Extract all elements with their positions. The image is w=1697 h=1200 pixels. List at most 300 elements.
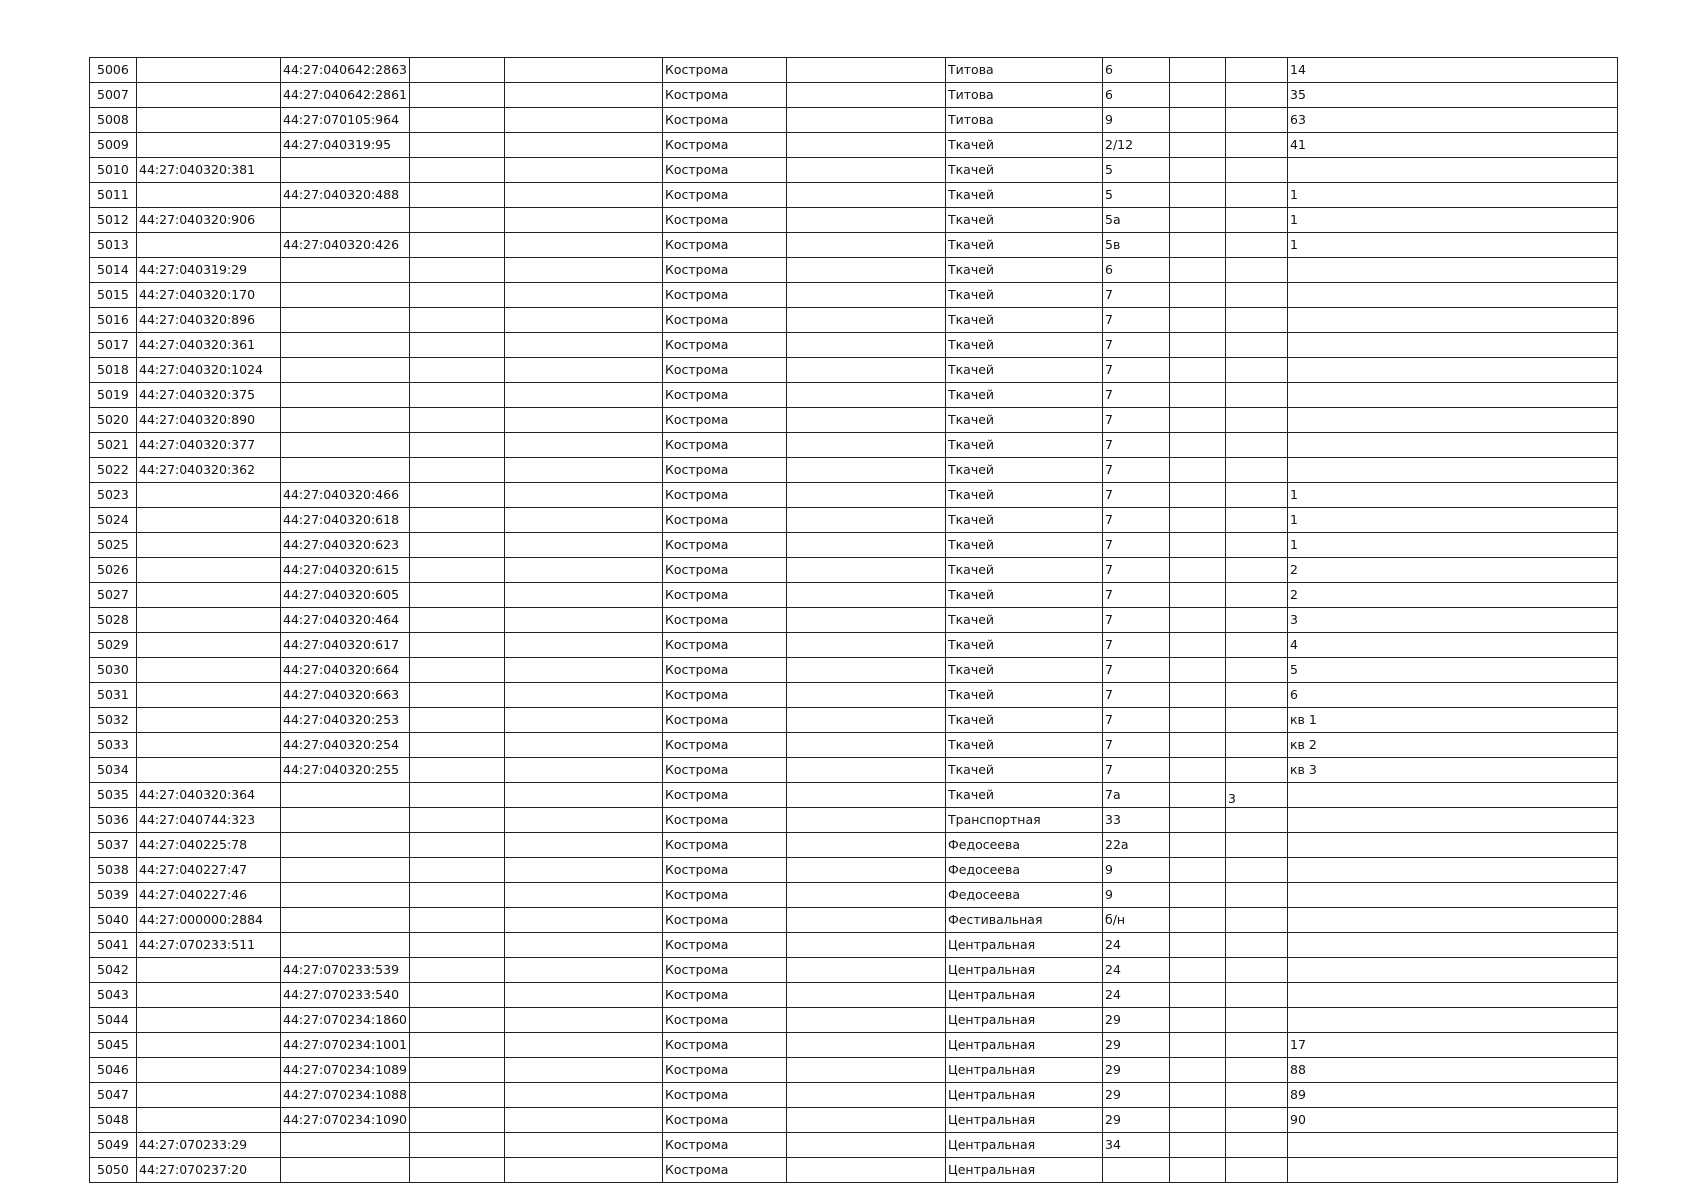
apartment-cell: 1 [1288, 508, 1618, 533]
building-cell [1226, 858, 1288, 883]
empty-col-6-cell [787, 783, 946, 808]
house-number-cell: 7 [1103, 658, 1170, 683]
city-cell: Кострома [663, 1108, 787, 1133]
city-cell: Кострома [663, 683, 787, 708]
empty-col-6-cell [787, 658, 946, 683]
empty-col-6-cell [787, 1058, 946, 1083]
building-cell [1226, 808, 1288, 833]
table-row [90, 633, 1618, 658]
empty-col-9-cell [1170, 1033, 1226, 1058]
empty-col-3-cell [410, 658, 505, 683]
city-cell: Кострома [663, 833, 787, 858]
room-cadastral-number-cell [281, 258, 410, 283]
table-row [90, 883, 1618, 908]
street-cell: Ткачей [946, 683, 1103, 708]
building-cell [1226, 758, 1288, 783]
empty-col-3-cell [410, 633, 505, 658]
cadastral-number-cell: 44:27:040320:170 [137, 283, 281, 308]
cadastral-number-cell [137, 1108, 281, 1133]
table-row [90, 258, 1618, 283]
street-cell: Центральная [946, 1008, 1103, 1033]
table-row [90, 933, 1618, 958]
row-number-cell: 5021 [90, 433, 137, 458]
row-number-cell: 5020 [90, 408, 137, 433]
room-cadastral-number-cell: 44:27:040320:618 [281, 508, 410, 533]
apartment-cell [1288, 333, 1618, 358]
street-cell: Ткачей [946, 408, 1103, 433]
table-row [90, 483, 1618, 508]
street-cell: Центральная [946, 1033, 1103, 1058]
empty-col-9-cell [1170, 83, 1226, 108]
street-cell: Ткачей [946, 158, 1103, 183]
apartment-cell: кв 2 [1288, 733, 1618, 758]
empty-col-4-cell [505, 508, 663, 533]
apartment-cell: 5 [1288, 658, 1618, 683]
house-number-cell: б/н [1103, 908, 1170, 933]
cadastral-number-cell: 44:27:040320:896 [137, 308, 281, 333]
cadastral-number-cell [137, 633, 281, 658]
house-number-cell: 7 [1103, 683, 1170, 708]
row-number-cell: 5030 [90, 658, 137, 683]
apartment-cell [1288, 458, 1618, 483]
cadastral-number-cell [137, 1033, 281, 1058]
empty-col-6-cell [787, 733, 946, 758]
empty-col-6-cell [787, 83, 946, 108]
empty-col-4-cell [505, 583, 663, 608]
house-number-cell: 29 [1103, 1083, 1170, 1108]
row-number-cell: 5026 [90, 558, 137, 583]
cadastral-number-cell: 44:27:040319:29 [137, 258, 281, 283]
empty-col-9-cell [1170, 1158, 1226, 1183]
city-cell: Кострома [663, 633, 787, 658]
apartment-cell: 41 [1288, 133, 1618, 158]
street-cell: Ткачей [946, 708, 1103, 733]
row-number-cell: 5037 [90, 833, 137, 858]
empty-col-3-cell [410, 808, 505, 833]
table-row [90, 508, 1618, 533]
empty-col-3-cell [410, 483, 505, 508]
empty-col-9-cell [1170, 958, 1226, 983]
empty-col-4-cell [505, 733, 663, 758]
street-cell: Центральная [946, 1133, 1103, 1158]
street-cell: Ткачей [946, 358, 1103, 383]
row-number-cell: 5041 [90, 933, 137, 958]
empty-col-3-cell [410, 758, 505, 783]
street-cell: Федосеева [946, 833, 1103, 858]
empty-col-9-cell [1170, 583, 1226, 608]
empty-col-3-cell [410, 233, 505, 258]
apartment-cell [1288, 433, 1618, 458]
building-cell [1226, 83, 1288, 108]
empty-col-4-cell [505, 183, 663, 208]
empty-col-4-cell [505, 283, 663, 308]
city-cell: Кострома [663, 458, 787, 483]
city-cell: Кострома [663, 1158, 787, 1183]
city-cell: Кострома [663, 783, 787, 808]
street-cell: Ткачей [946, 233, 1103, 258]
building-cell [1226, 308, 1288, 333]
row-number-cell: 5010 [90, 158, 137, 183]
row-number-cell: 5040 [90, 908, 137, 933]
table-row [90, 233, 1618, 258]
building-cell [1226, 908, 1288, 933]
empty-col-6-cell [787, 108, 946, 133]
building-cell [1226, 1033, 1288, 1058]
street-cell: Ткачей [946, 558, 1103, 583]
row-number-cell: 5013 [90, 233, 137, 258]
table-row [90, 733, 1618, 758]
table-row [90, 658, 1618, 683]
building-cell [1226, 233, 1288, 258]
empty-col-6-cell [787, 833, 946, 858]
empty-col-3-cell [410, 308, 505, 333]
street-cell: Ткачей [946, 608, 1103, 633]
row-number-cell: 5028 [90, 608, 137, 633]
empty-col-6-cell [787, 183, 946, 208]
empty-col-3-cell [410, 333, 505, 358]
building-cell [1226, 883, 1288, 908]
house-number-cell: 24 [1103, 933, 1170, 958]
city-cell: Кострома [663, 383, 787, 408]
street-cell: Ткачей [946, 333, 1103, 358]
empty-col-9-cell [1170, 333, 1226, 358]
room-cadastral-number-cell [281, 458, 410, 483]
house-number-cell: 7 [1103, 358, 1170, 383]
house-number-cell: 7 [1103, 758, 1170, 783]
row-number-cell: 5039 [90, 883, 137, 908]
apartment-cell: 89 [1288, 1083, 1618, 1108]
city-cell: Кострома [663, 483, 787, 508]
city-cell: Кострома [663, 508, 787, 533]
table-row [90, 683, 1618, 708]
apartment-cell: 14 [1288, 58, 1618, 83]
empty-col-4-cell [505, 983, 663, 1008]
room-cadastral-number-cell [281, 808, 410, 833]
room-cadastral-number-cell: 44:27:040320:605 [281, 583, 410, 608]
cadastral-number-cell: 44:27:040320:906 [137, 208, 281, 233]
empty-col-4-cell [505, 708, 663, 733]
street-cell: Ткачей [946, 458, 1103, 483]
registry-body [90, 58, 1618, 1183]
empty-col-3-cell [410, 133, 505, 158]
empty-col-9-cell [1170, 1108, 1226, 1133]
cadastral-number-cell [137, 583, 281, 608]
empty-col-6-cell [787, 933, 946, 958]
empty-col-4-cell [505, 808, 663, 833]
empty-col-4-cell [505, 558, 663, 583]
house-number-cell: 7 [1103, 583, 1170, 608]
empty-col-4-cell [505, 1008, 663, 1033]
building-cell [1226, 358, 1288, 383]
empty-col-4-cell [505, 233, 663, 258]
empty-col-9-cell [1170, 908, 1226, 933]
empty-col-6-cell [787, 1158, 946, 1183]
house-number-cell: 2/12 [1103, 133, 1170, 158]
cadastral-number-cell [137, 133, 281, 158]
house-number-cell: 33 [1103, 808, 1170, 833]
empty-col-4-cell [505, 533, 663, 558]
city-cell: Кострома [663, 133, 787, 158]
house-number-cell: 29 [1103, 1033, 1170, 1058]
room-cadastral-number-cell: 44:27:070233:539 [281, 958, 410, 983]
room-cadastral-number-cell: 44:27:040320:663 [281, 683, 410, 708]
empty-col-4-cell [505, 158, 663, 183]
room-cadastral-number-cell [281, 358, 410, 383]
empty-col-6-cell [787, 608, 946, 633]
cadastral-number-cell: 44:27:040227:47 [137, 858, 281, 883]
building-cell [1226, 933, 1288, 958]
row-number-cell: 5008 [90, 108, 137, 133]
room-cadastral-number-cell [281, 208, 410, 233]
empty-col-4-cell [505, 958, 663, 983]
room-cadastral-number-cell [281, 1158, 410, 1183]
house-number-cell: 7 [1103, 633, 1170, 658]
row-number-cell: 5050 [90, 1158, 137, 1183]
street-cell: Ткачей [946, 283, 1103, 308]
apartment-cell: 4 [1288, 633, 1618, 658]
house-number-cell: 5в [1103, 233, 1170, 258]
empty-col-9-cell [1170, 158, 1226, 183]
empty-col-3-cell [410, 958, 505, 983]
cadastral-number-cell: 44:27:040320:364 [137, 783, 281, 808]
apartment-cell [1288, 408, 1618, 433]
building-cell [1226, 633, 1288, 658]
street-cell: Ткачей [946, 133, 1103, 158]
apartment-cell [1288, 283, 1618, 308]
city-cell: Кострома [663, 208, 787, 233]
row-number-cell: 5022 [90, 458, 137, 483]
apartment-cell: 88 [1288, 1058, 1618, 1083]
cadastral-number-cell [137, 958, 281, 983]
room-cadastral-number-cell [281, 883, 410, 908]
empty-col-6-cell [787, 1008, 946, 1033]
street-cell: Ткачей [946, 258, 1103, 283]
empty-col-6-cell [787, 583, 946, 608]
street-cell: Ткачей [946, 583, 1103, 608]
empty-col-9-cell [1170, 658, 1226, 683]
row-number-cell: 5034 [90, 758, 137, 783]
empty-col-9-cell [1170, 933, 1226, 958]
house-number-cell: 6 [1103, 83, 1170, 108]
empty-col-3-cell [410, 1083, 505, 1108]
city-cell: Кострома [663, 883, 787, 908]
table-row [90, 283, 1618, 308]
room-cadastral-number-cell [281, 433, 410, 458]
building-cell [1226, 183, 1288, 208]
row-number-cell: 5007 [90, 83, 137, 108]
street-cell: Федосеева [946, 858, 1103, 883]
apartment-cell [1288, 833, 1618, 858]
empty-col-6-cell [787, 333, 946, 358]
street-cell: Федосеева [946, 883, 1103, 908]
empty-col-4-cell [505, 658, 663, 683]
cadastral-number-cell [137, 558, 281, 583]
cadastral-number-cell [137, 733, 281, 758]
building-cell [1226, 208, 1288, 233]
empty-col-9-cell [1170, 1133, 1226, 1158]
row-number-cell: 5015 [90, 283, 137, 308]
building-cell [1226, 1108, 1288, 1133]
row-number-cell: 5044 [90, 1008, 137, 1033]
street-cell: Титова [946, 83, 1103, 108]
city-cell: Кострома [663, 808, 787, 833]
house-number-cell: 29 [1103, 1108, 1170, 1133]
table-row [90, 1158, 1618, 1183]
empty-col-6-cell [787, 483, 946, 508]
apartment-cell [1288, 808, 1618, 833]
street-cell: Ткачей [946, 733, 1103, 758]
empty-col-6-cell [787, 308, 946, 333]
house-number-cell: 24 [1103, 983, 1170, 1008]
table-row [90, 858, 1618, 883]
row-number-cell: 5033 [90, 733, 137, 758]
house-number-cell: 22а [1103, 833, 1170, 858]
cadastral-number-cell [137, 1058, 281, 1083]
empty-col-6-cell [787, 1108, 946, 1133]
cadastral-number-cell: 44:27:040744:323 [137, 808, 281, 833]
row-number-cell: 5016 [90, 308, 137, 333]
apartment-cell [1288, 983, 1618, 1008]
row-number-cell: 5027 [90, 583, 137, 608]
empty-col-9-cell [1170, 1058, 1226, 1083]
empty-col-9-cell [1170, 258, 1226, 283]
row-number-cell: 5024 [90, 508, 137, 533]
street-cell: Фестивальная [946, 908, 1103, 933]
row-number-cell: 5014 [90, 258, 137, 283]
building-cell [1226, 408, 1288, 433]
building-cell [1226, 333, 1288, 358]
table-row [90, 908, 1618, 933]
cadastral-number-cell [137, 83, 281, 108]
room-cadastral-number-cell: 44:27:070234:1860 [281, 1008, 410, 1033]
empty-col-4-cell [505, 483, 663, 508]
apartment-cell [1288, 783, 1618, 808]
city-cell: Кострома [663, 608, 787, 633]
room-cadastral-number-cell [281, 158, 410, 183]
house-number-cell: 7а [1103, 783, 1170, 808]
street-cell: Ткачей [946, 783, 1103, 808]
empty-col-6-cell [787, 908, 946, 933]
empty-col-3-cell [410, 1008, 505, 1033]
empty-col-6-cell [787, 158, 946, 183]
apartment-cell: 1 [1288, 483, 1618, 508]
row-number-cell: 5025 [90, 533, 137, 558]
empty-col-6-cell [787, 1133, 946, 1158]
building-cell [1226, 1083, 1288, 1108]
table-row [90, 783, 1618, 808]
empty-col-4-cell [505, 108, 663, 133]
house-number-cell: 9 [1103, 883, 1170, 908]
apartment-cell [1288, 1158, 1618, 1183]
cadastral-number-cell [137, 608, 281, 633]
house-number-cell: 7 [1103, 733, 1170, 758]
empty-col-4-cell [505, 408, 663, 433]
empty-col-6-cell [787, 558, 946, 583]
cadastral-number-cell [137, 108, 281, 133]
room-cadastral-number-cell: 44:27:040320:623 [281, 533, 410, 558]
row-number-cell: 5036 [90, 808, 137, 833]
city-cell: Кострома [663, 358, 787, 383]
empty-col-3-cell [410, 1033, 505, 1058]
room-cadastral-number-cell [281, 283, 410, 308]
table-row [90, 208, 1618, 233]
empty-col-9-cell [1170, 58, 1226, 83]
room-cadastral-number-cell: 44:27:070234:1090 [281, 1108, 410, 1133]
row-number-cell: 5006 [90, 58, 137, 83]
empty-col-9-cell [1170, 1008, 1226, 1033]
table-row [90, 608, 1618, 633]
city-cell: Кострома [663, 1058, 787, 1083]
cadastral-number-cell [137, 483, 281, 508]
city-cell: Кострома [663, 1133, 787, 1158]
city-cell: Кострома [663, 1033, 787, 1058]
cadastral-number-cell: 44:27:040320:375 [137, 383, 281, 408]
room-cadastral-number-cell [281, 408, 410, 433]
house-number-cell: 7 [1103, 383, 1170, 408]
city-cell: Кострома [663, 858, 787, 883]
empty-col-4-cell [505, 833, 663, 858]
empty-col-4-cell [505, 458, 663, 483]
house-number-cell: 7 [1103, 283, 1170, 308]
building-cell [1226, 258, 1288, 283]
room-cadastral-number-cell: 44:27:070234:1088 [281, 1083, 410, 1108]
table-row [90, 1133, 1618, 1158]
city-cell: Кострома [663, 183, 787, 208]
table-row [90, 1108, 1618, 1133]
house-number-cell: 7 [1103, 308, 1170, 333]
empty-col-6-cell [787, 983, 946, 1008]
empty-col-6-cell [787, 508, 946, 533]
city-cell: Кострома [663, 708, 787, 733]
house-number-cell: 7 [1103, 608, 1170, 633]
empty-col-3-cell [410, 1133, 505, 1158]
empty-col-4-cell [505, 58, 663, 83]
city-cell: Кострома [663, 933, 787, 958]
empty-col-3-cell [410, 408, 505, 433]
building-cell [1226, 608, 1288, 633]
empty-col-4-cell [505, 358, 663, 383]
empty-col-3-cell [410, 508, 505, 533]
empty-col-4-cell [505, 1158, 663, 1183]
empty-col-3-cell [410, 83, 505, 108]
cadastral-number-cell [137, 1008, 281, 1033]
house-number-cell: 7 [1103, 458, 1170, 483]
cadastral-number-cell: 44:27:070237:20 [137, 1158, 281, 1183]
street-cell: Ткачей [946, 633, 1103, 658]
row-number-cell: 5019 [90, 383, 137, 408]
cadastral-number-cell: 44:27:040320:890 [137, 408, 281, 433]
room-cadastral-number-cell: 44:27:040320:464 [281, 608, 410, 633]
cadastral-number-cell: 44:27:040225:78 [137, 833, 281, 858]
street-cell: Центральная [946, 1083, 1103, 1108]
street-cell: Центральная [946, 983, 1103, 1008]
empty-col-4-cell [505, 133, 663, 158]
row-number-cell: 5043 [90, 983, 137, 1008]
empty-col-6-cell [787, 358, 946, 383]
room-cadastral-number-cell [281, 333, 410, 358]
apartment-cell: 1 [1288, 233, 1618, 258]
cadastral-number-cell [137, 758, 281, 783]
street-cell: Центральная [946, 958, 1103, 983]
room-cadastral-number-cell: 44:27:070233:540 [281, 983, 410, 1008]
city-cell: Кострома [663, 108, 787, 133]
house-number-cell: 7 [1103, 433, 1170, 458]
apartment-cell [1288, 858, 1618, 883]
empty-col-3-cell [410, 908, 505, 933]
apartment-cell: 2 [1288, 558, 1618, 583]
city-cell: Кострома [663, 558, 787, 583]
empty-col-4-cell [505, 308, 663, 333]
